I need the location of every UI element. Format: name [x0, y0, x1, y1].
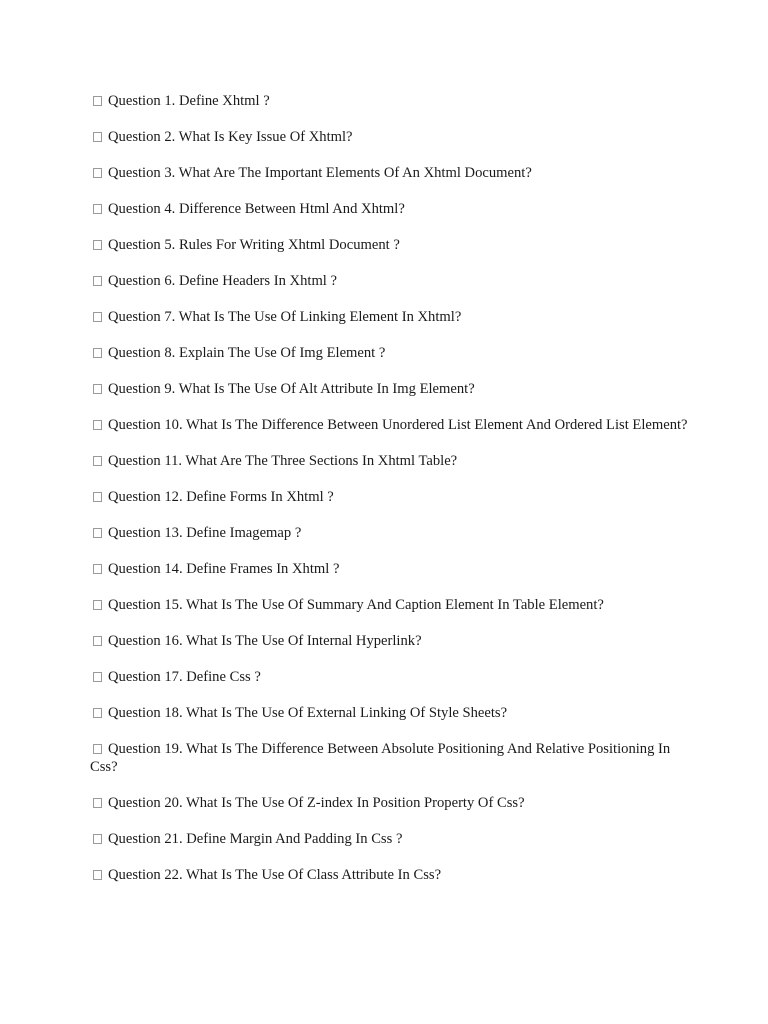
missing-glyph-box-icon: [93, 420, 102, 430]
question-item: [90, 128, 690, 146]
question-text: Question 20. What Is The Use Of Z-index In Position Property Of Css?: [108, 795, 525, 811]
question-item: [90, 794, 690, 812]
question-item: [90, 236, 690, 254]
missing-glyph-box-icon: [93, 96, 102, 106]
question-item: [90, 668, 690, 686]
question-item: [90, 596, 690, 614]
question-item: [90, 866, 690, 884]
missing-glyph-box-icon: [93, 492, 102, 502]
question-text: Question 4. Difference Between Html And Xhtml?: [108, 201, 405, 217]
missing-glyph-box-icon: [93, 384, 102, 394]
question-text: Question 2. What Is Key Issue Of Xhtml?: [108, 129, 353, 145]
missing-glyph-box-icon: [93, 276, 102, 286]
missing-glyph-box-icon: [93, 708, 102, 718]
missing-glyph-box-icon: [93, 672, 102, 682]
question-item: [90, 344, 690, 362]
question-text: Question 18. What Is The Use Of External Linking Of Style Sheets?: [108, 705, 508, 721]
missing-glyph-box-icon: [93, 870, 102, 880]
question-text: Question 13. Define Imagemap ?: [108, 525, 302, 541]
question-text: Question 19. What Is The Difference Between Absolute Positioning And Relative Positioning In Css?: [90, 741, 671, 775]
question-text: Question 10. What Is The Difference Between Unordered List Element And Ordered List Element?: [108, 417, 688, 433]
question-text: Question 11. What Are The Three Sections In Xhtml Table?: [108, 453, 458, 469]
question-list: [90, 92, 690, 902]
question-item: [90, 488, 690, 506]
question-item: [90, 632, 690, 650]
question-text: Question 6. Define Headers In Xhtml ?: [108, 273, 337, 289]
question-item: [90, 308, 690, 326]
missing-glyph-box-icon: [93, 744, 102, 754]
question-text: Question 21. Define Margin And Padding In Css ?: [108, 831, 403, 847]
question-item: [90, 704, 690, 722]
question-item: [90, 164, 690, 182]
missing-glyph-box-icon: [93, 348, 102, 358]
question-text: Question 9. What Is The Use Of Alt Attribute In Img Element?: [108, 381, 475, 397]
question-item: [90, 380, 690, 398]
question-text: Question 16. What Is The Use Of Internal Hyperlink?: [108, 633, 422, 649]
question-item: [90, 92, 690, 110]
question-text: Question 15. What Is The Use Of Summary And Caption Element In Table Element?: [108, 597, 604, 613]
question-item: [90, 524, 690, 542]
question-item: [90, 452, 690, 470]
question-text: Question 7. What Is The Use Of Linking Element In Xhtml?: [108, 309, 462, 325]
missing-glyph-box-icon: [93, 798, 102, 808]
question-item: [90, 272, 690, 290]
missing-glyph-box-icon: [93, 240, 102, 250]
missing-glyph-box-icon: [93, 528, 102, 538]
question-item: [90, 560, 690, 578]
question-text: Question 3. What Are The Important Elements Of An Xhtml Document?: [108, 165, 532, 181]
question-text: Question 12. Define Forms In Xhtml ?: [108, 489, 334, 505]
missing-glyph-box-icon: [93, 600, 102, 610]
missing-glyph-box-icon: [93, 132, 102, 142]
question-text: Question 8. Explain The Use Of Img Element ?: [108, 345, 386, 361]
question-text: Question 22. What Is The Use Of Class Attribute In Css?: [108, 867, 442, 883]
question-item: [90, 740, 690, 776]
question-text: Question 1. Define Xhtml ?: [108, 93, 270, 109]
missing-glyph-box-icon: [93, 168, 102, 178]
question-text: Question 17. Define Css ?: [108, 669, 261, 685]
question-item: [90, 200, 690, 218]
missing-glyph-box-icon: [93, 456, 102, 466]
question-text: Question 14. Define Frames In Xhtml ?: [108, 561, 340, 577]
missing-glyph-box-icon: [93, 834, 102, 844]
question-text: Question 5. Rules For Writing Xhtml Document ?: [108, 237, 400, 253]
missing-glyph-box-icon: [93, 636, 102, 646]
missing-glyph-box-icon: [93, 564, 102, 574]
missing-glyph-box-icon: [93, 312, 102, 322]
missing-glyph-box-icon: [93, 204, 102, 214]
question-item: [90, 416, 690, 434]
question-item: [90, 830, 690, 848]
